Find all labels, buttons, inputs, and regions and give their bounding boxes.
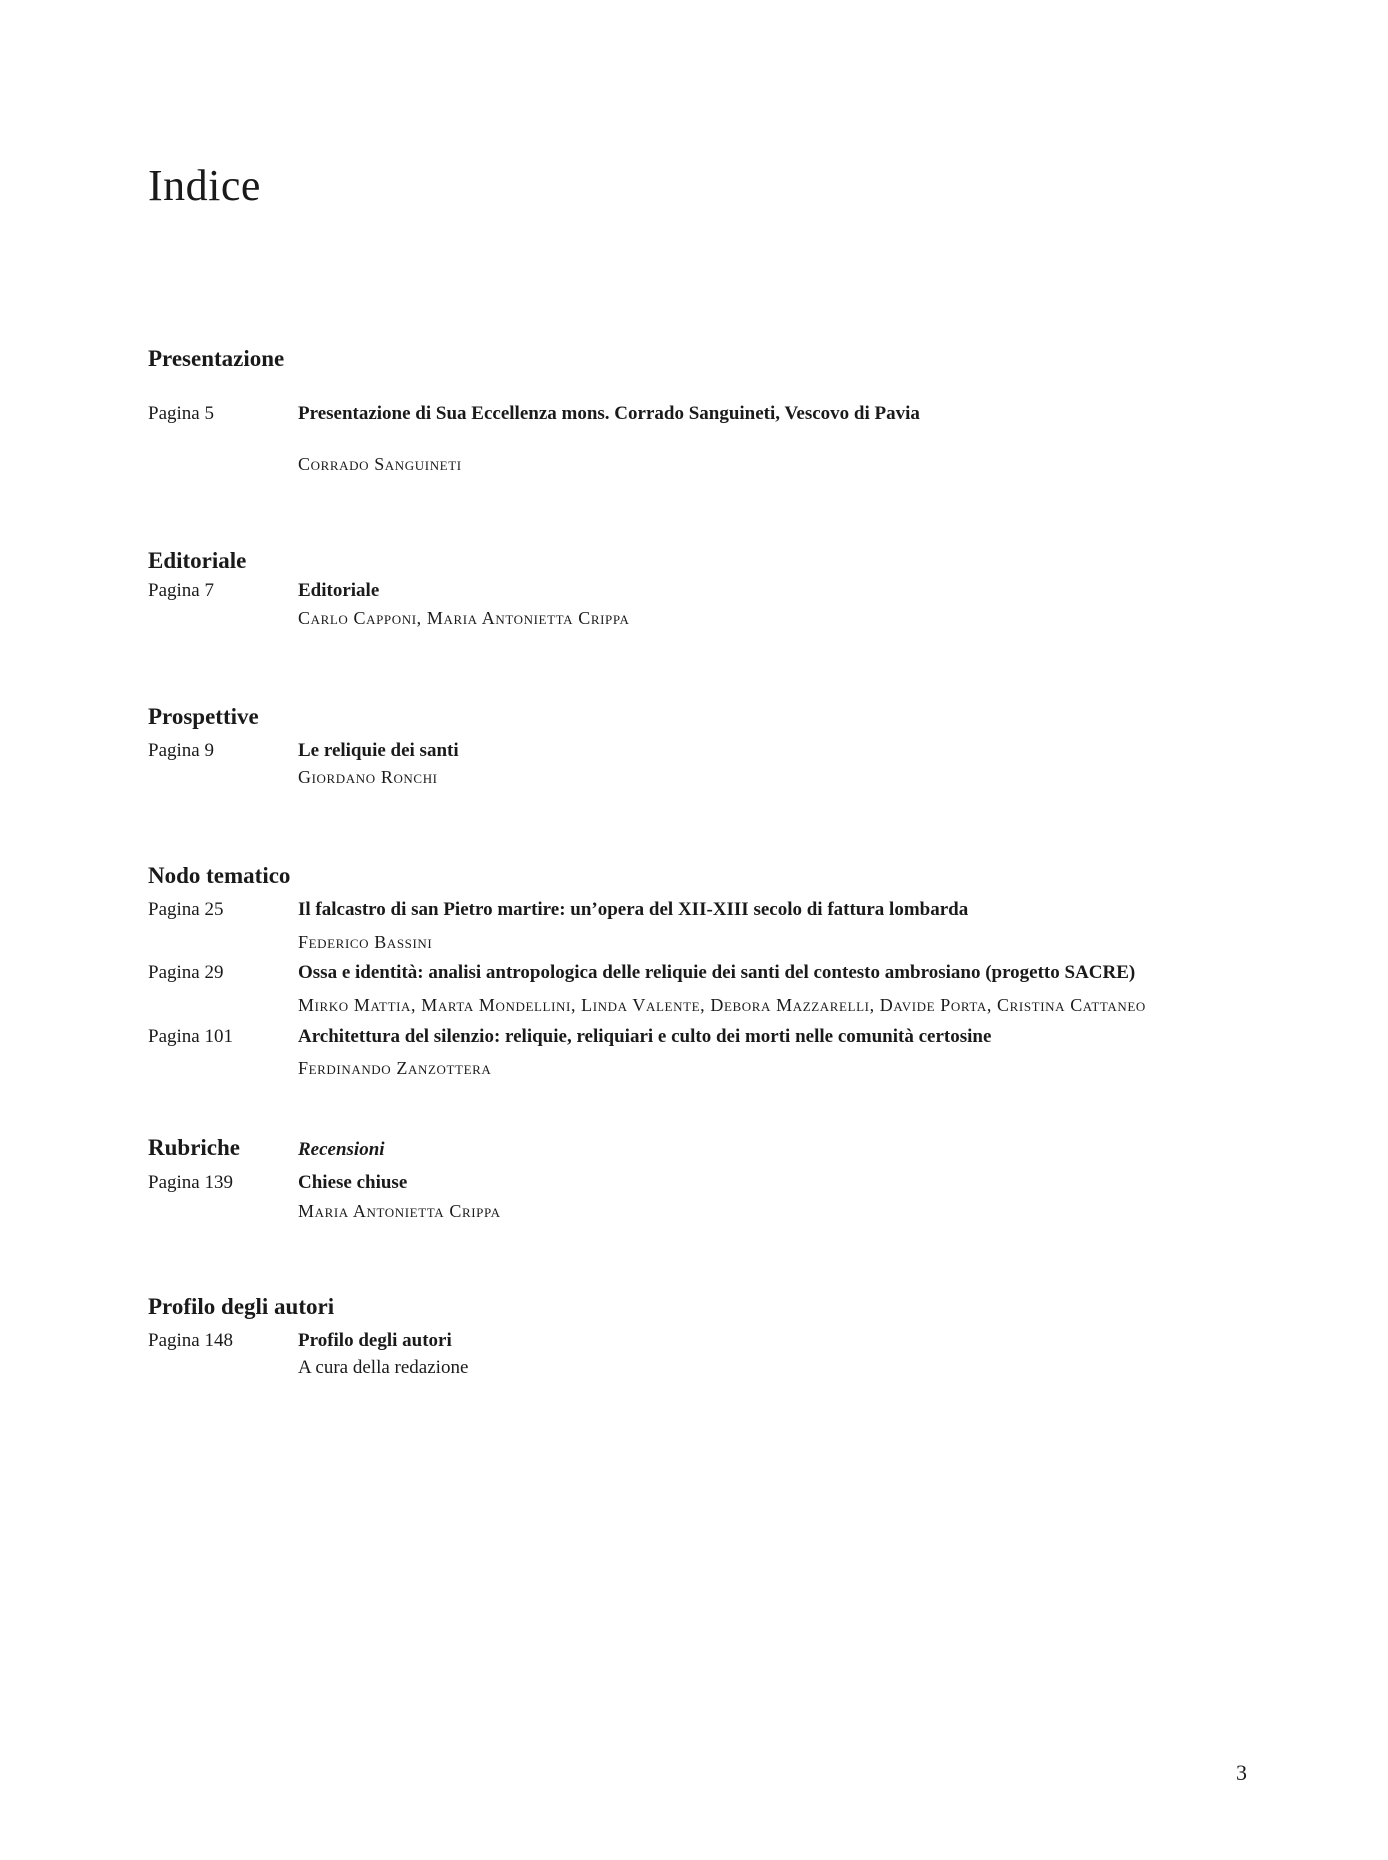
toc-entry-author: Carlo Capponi, Maria Antonietta Crippa bbox=[298, 608, 630, 628]
toc-entry-author: Giordano Ronchi bbox=[298, 767, 438, 787]
toc-entry-title[interactable]: Le reliquie dei santi bbox=[298, 740, 459, 761]
toc-entry-author: Maria Antonietta Crippa bbox=[298, 1201, 501, 1221]
toc-entry-title[interactable]: Presentazione di Sua Eccellenza mons. Corrado Sanguineti, Vescovo di Pavia bbox=[298, 403, 920, 424]
toc-entry-title[interactable]: Architettura del silenzio: reliquie, reliquiari e culto dei morti nelle comunità certosine bbox=[298, 1026, 992, 1047]
toc-page-number[interactable]: Pagina 7 bbox=[148, 580, 214, 601]
section-heading-rubriche: Rubriche bbox=[148, 1135, 240, 1160]
toc-entry-title[interactable]: Il falcastro di san Pietro martire: un’opera del XII-XIII secolo di fattura lombarda bbox=[298, 899, 969, 920]
section-heading-nodo-tematico: Nodo tematico bbox=[148, 863, 291, 888]
toc-entry-title[interactable]: Chiese chiuse bbox=[298, 1172, 408, 1193]
page-number: 3 bbox=[1236, 1760, 1247, 1785]
page-title: Indice bbox=[148, 161, 261, 210]
section-heading-profilo-autori: Profilo degli autori bbox=[148, 1294, 335, 1319]
toc-entry-author: Ferdinando Zanzottera bbox=[298, 1058, 492, 1078]
section-heading-presentazione: Presentazione bbox=[148, 346, 285, 371]
toc-page-number[interactable]: Pagina 139 bbox=[148, 1172, 233, 1193]
toc-entry-author: Corrado Sanguineti bbox=[298, 454, 462, 474]
rubric-subheading: Recensioni bbox=[298, 1139, 385, 1160]
toc-page-number[interactable]: Pagina 101 bbox=[148, 1026, 233, 1047]
toc-page-number[interactable]: Pagina 148 bbox=[148, 1330, 233, 1351]
toc-entry-author: Mirko Mattia, Marta Mondellini, Linda Valente, Debora Mazzarelli, Davide Porta, Cristina Cattaneo bbox=[298, 995, 1146, 1015]
section-heading-editoriale: Editoriale bbox=[148, 548, 247, 573]
toc-entry-title[interactable]: Profilo degli autori bbox=[298, 1330, 452, 1351]
section-heading-prospettive: Prospettive bbox=[148, 704, 259, 729]
toc-entry-author: A cura della redazione bbox=[298, 1357, 469, 1378]
toc-entry-author: Federico Bassini bbox=[298, 932, 433, 952]
toc-page-number[interactable]: Pagina 9 bbox=[148, 740, 214, 761]
toc-entry-title[interactable]: Editoriale bbox=[298, 580, 380, 601]
toc-page-number[interactable]: Pagina 29 bbox=[148, 962, 224, 983]
toc-entry-title[interactable]: Ossa e identità: analisi antropologica delle reliquie dei santi del contesto ambrosiano (progetto SACRE) bbox=[298, 962, 1136, 983]
toc-page-number[interactable]: Pagina 5 bbox=[148, 403, 214, 424]
toc-page-number[interactable]: Pagina 25 bbox=[148, 899, 224, 920]
